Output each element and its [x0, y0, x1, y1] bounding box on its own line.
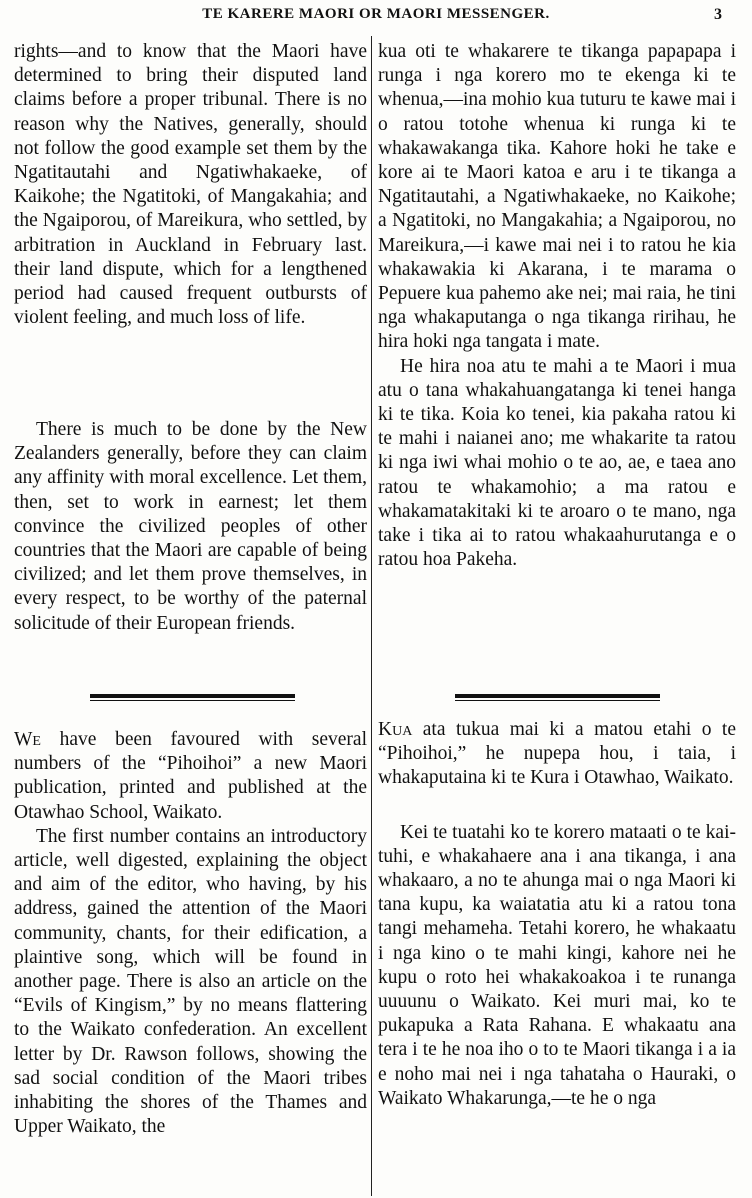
maori-paragraph: He hira noa atu te mahi a te Maori i mua atu o tana whakahuangatanga ki tenei hanga ki te tika. Koia ko tenei, kia pakaha ratou ki te mahi i naianei ano; me whakarite ta ratou ki nga iwi whai mohio o te ao, ae, e taea ano ratou te whakamohio; a ma ratou e whakamatakitaki ki te aroaro o te mano, nga take i tika ai to ratou whakaahurutanga e o ratou hoa Pakeha.: [378, 355, 736, 571]
english-article-2: [14, 418, 367, 636]
drop-lead: Kua: [378, 719, 413, 740]
column-divider: [371, 36, 372, 1196]
drop-lead: We: [14, 729, 41, 750]
english-article-1: [14, 40, 367, 330]
english-paragraph: [14, 728, 367, 825]
page-number: 3: [714, 6, 722, 23]
maori-paragraph: kua oti te whakarere te tikanga papapapa i runga i nga korero mo te ekenga ki te whenua,—ina mohio kua tuturu te kawe mai i o ratou totohe whenua ki runga ki te whakawakanga tika. Kahore hoki he take e kore ai te Maori katoa e aru i te tikanga a Ngatitautahi, a Ngatiwhakaeke, no Kaikohe; a Ngatitoki, no Mangakahia; a Ngaiporou, no Mareikura,—i kawe mai nei i to ratou he kia whakawakia ki Akarana, i te marama o Pepuere kua pahemo ake nei; mai raia, he tini nga whakaputanga o nga tikanga ririhau, he hira hoki nga tangata i mate.: [378, 41, 736, 353]
maori-article-1: [378, 40, 736, 572]
english-paragraph: There is much to be done by the New Zealanders generally, before they can claim any affinity with moral excellence. Let them, then, set to work in earnest; let them convince the civilized peoples of other countries that the Maori are capable of being civilized; and let them prove themselves, in every respect, to be worthy of the paternal solicitude of their European friends.: [14, 419, 367, 634]
paragraph-text: have been favoured with several numbers of the “Pihoihoi” a new Maori publication, printed and published at the Otawhao School, Waikato.: [14, 729, 367, 823]
paragraph-text: ata tukua mai ki a matou etahi o te “Pihoihoi,” he nupepa hou, i taia, i whakaputaina ki te Kura i Otawhao, Waikato.: [378, 719, 736, 789]
maori-paragraph: Kei te tuatahi ko te korero mataati o te kai-tuhi, e whakahaere ana i ana tikanga, i ana whakaaro, a no te ahunga mai o nga Maori ki tana kupu, ka waiatatia atu ki a ratou tona tangi mehameha. Tetahi korero, he whakaatu i nga kino o te mahi kingi, kahore nei he kupu o roto hei whakakoakoa i te runanga uuuunu o Waikato. Kei muri mai, ko te pukapuka a Rata Rahana. E whakaatu ana tera i te he noa iho o to te Maori tikanga i a ia e noho mai nei i nga tahataha o Hauraki, o Waikato Whakarunga,—te he o nga: [378, 821, 736, 1109]
page-header: [0, 4, 752, 28]
english-paragraph: The first number contains an introductory article, well digested, explaining the object and aim of the editor, who having, by his address, gained the attention of the Maori community, chants, for their edification, a plaintive song, which will be found in another page. There is also an article on the “Evils of Kingism,” by no means flattering to the Waikato confederation. An excellent letter by Dr. Rawson follows, showing the sad social condition of the Maori tribes inhabiting the shores of the Thames and Upper Waikato, the: [14, 825, 367, 1138]
english-article-3: [14, 728, 367, 1139]
running-title: TE KARERE MAORI OR MAORI MESSENGER.: [202, 6, 550, 22]
section-rule-left: [90, 694, 295, 698]
maori-article-2: [378, 718, 736, 1111]
maori-paragraph: [378, 718, 736, 791]
english-paragraph: rights—and to know that the Maori have determined to bring their disputed land claims before a proper tribunal. There is no reason why the Natives, generally, should not follow the good example set them by the Ngatitautahi and Ngatiwhakaeke, of Kaikohe; the Ngatitoki, of Mangakahia; and the Ngaiporou, of Mareikura, who settled, by arbitration in Auckland in February last. their land dispute, which for a lengthened period had caused frequent outbursts of violent feeling, and much loss of life.: [14, 41, 367, 329]
section-rule-right: [455, 694, 660, 698]
